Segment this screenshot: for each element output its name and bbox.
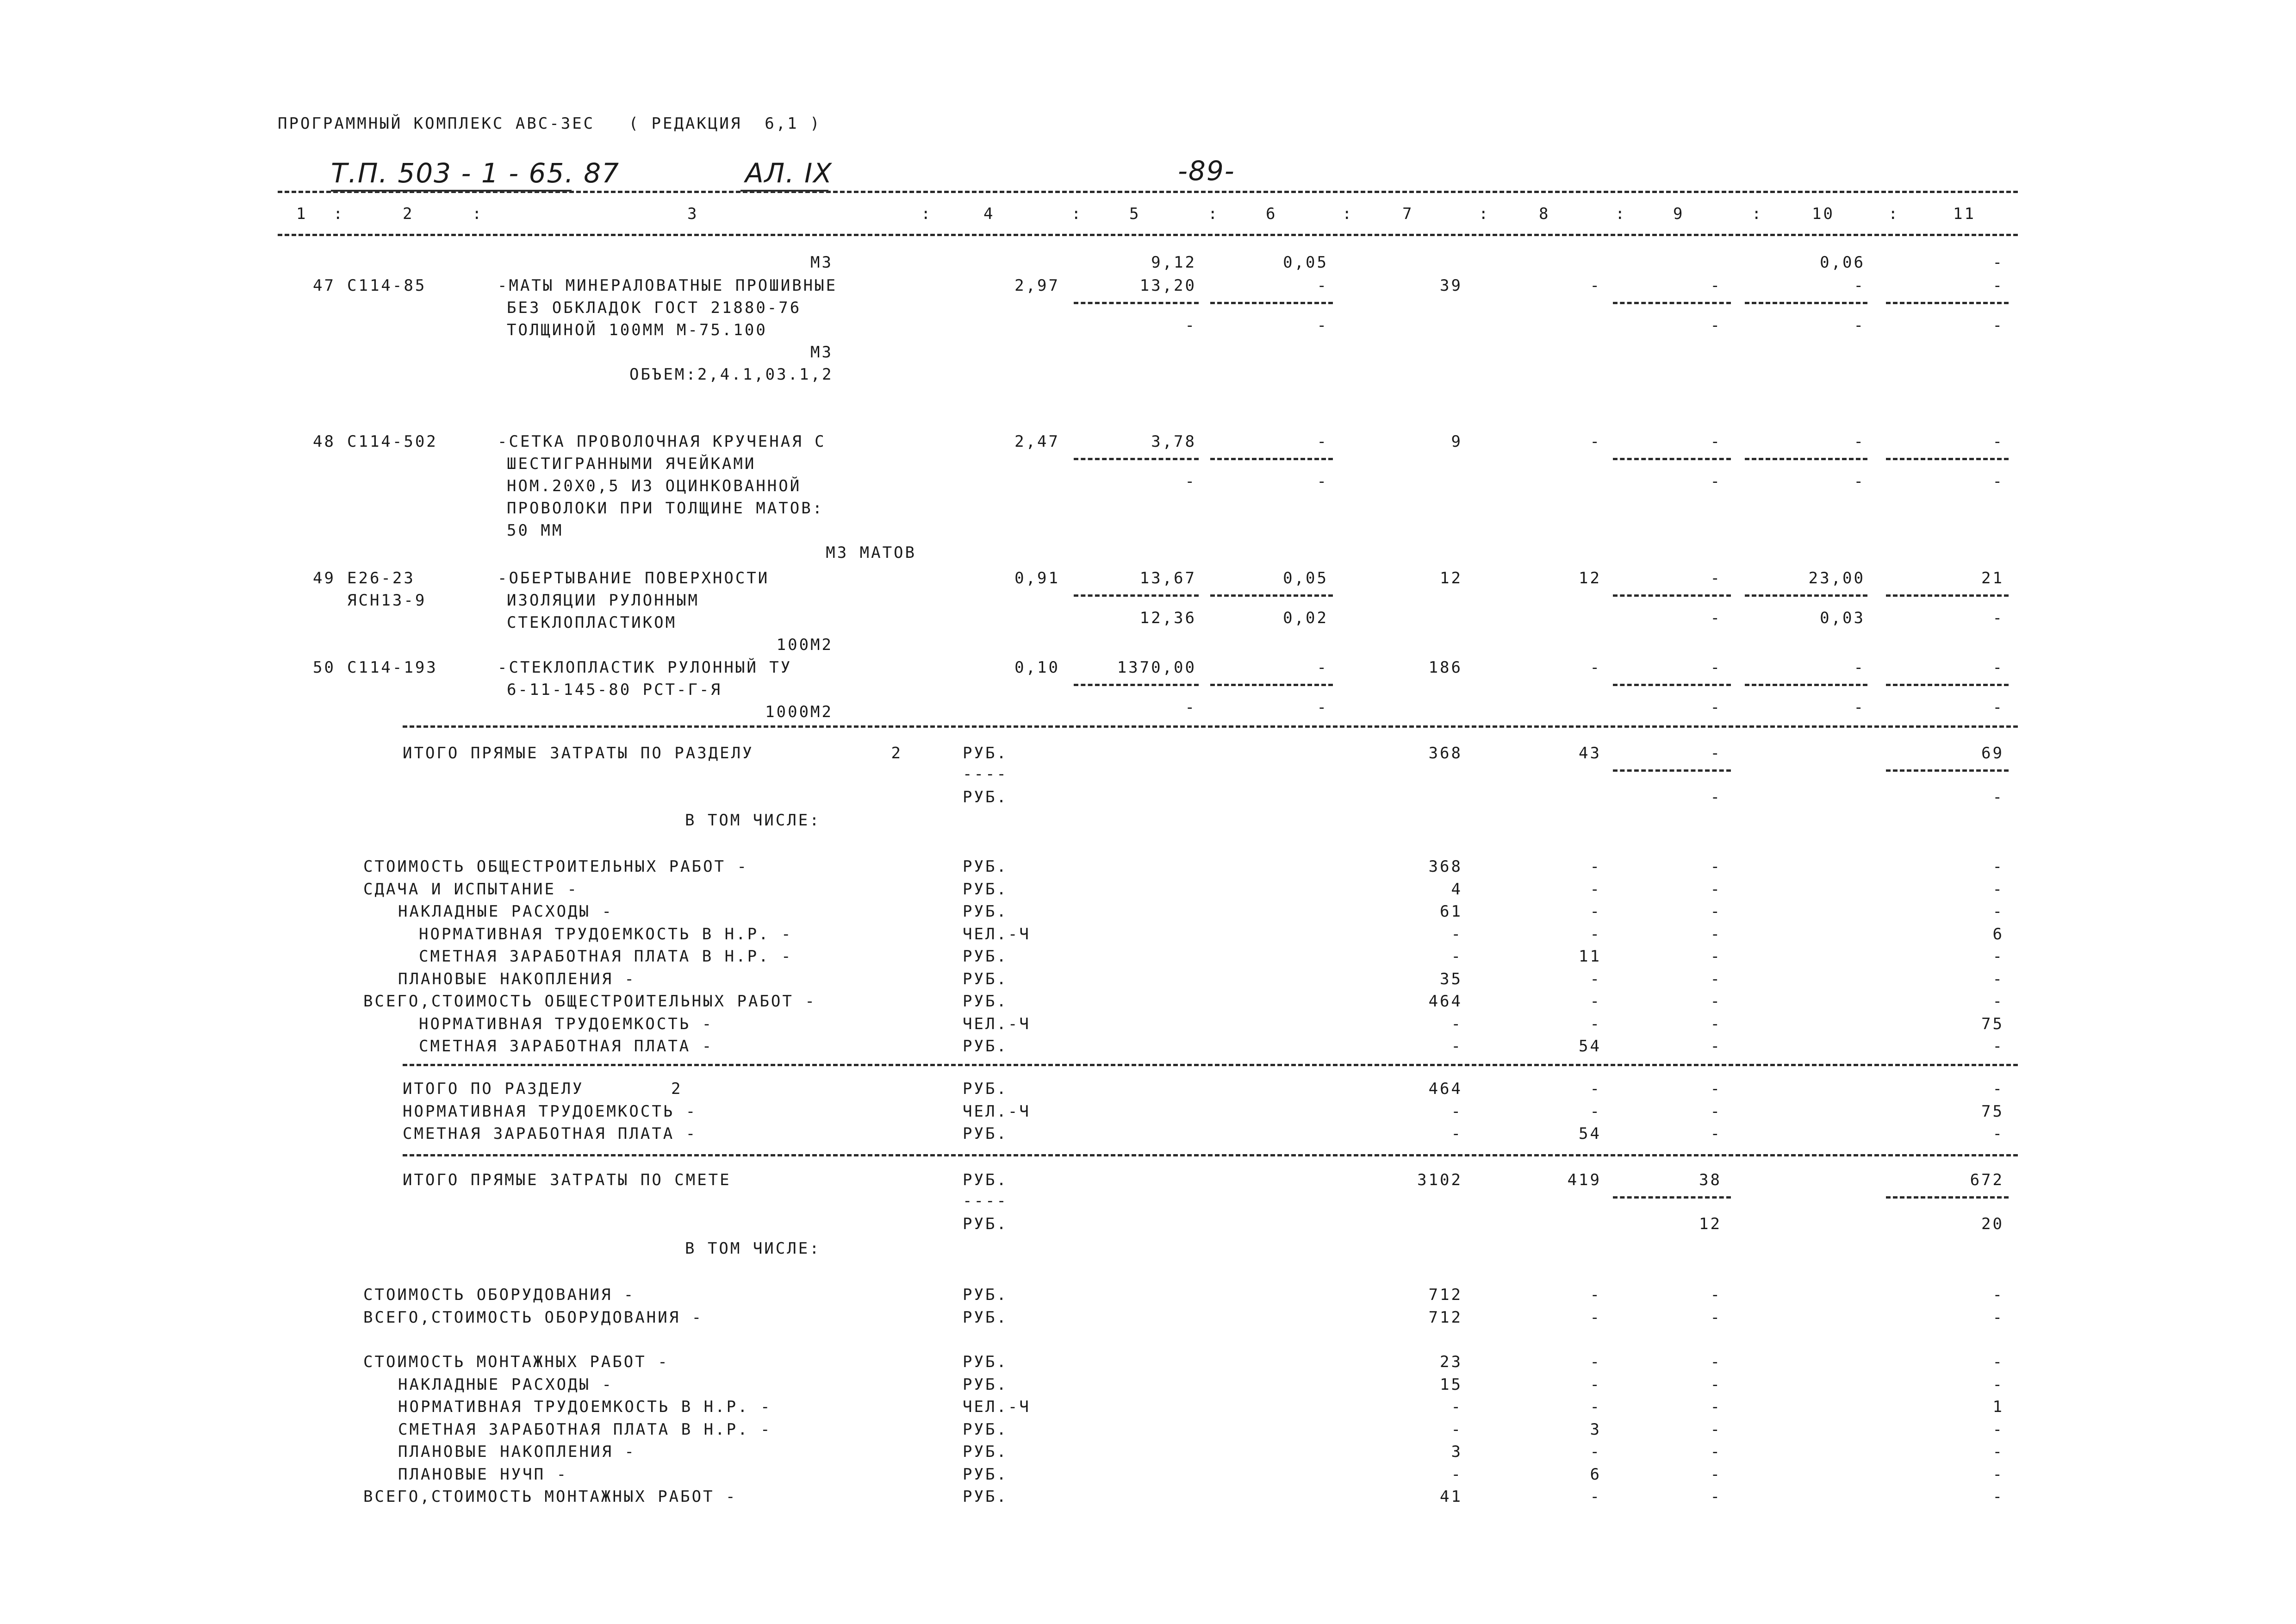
column-c6-divider	[1210, 302, 1333, 304]
unit-label: РУБ.	[963, 1465, 1008, 1484]
total-label: НОРМАТИВНАЯ ТРУДОЕМКОСТЬ -	[403, 1102, 697, 1121]
section-number: 2	[671, 1080, 683, 1098]
unit-label: ЧЕЛ.-Ч	[963, 1398, 1031, 1416]
summary-col9-value: -	[1710, 1487, 1722, 1506]
summary-col11-value: -	[1992, 1037, 2004, 1056]
unit-label: ЧЕЛ.-Ч	[963, 1014, 1031, 1033]
item-col10-second-value: 0,03	[1820, 609, 1865, 627]
item-code: ЯСН13-9	[347, 591, 427, 610]
summary-label: НАКЛАДНЫЕ РАСХОДЫ -	[398, 1375, 613, 1394]
column-c11-divider	[1886, 769, 2009, 772]
item-row-number: 49	[313, 569, 336, 587]
column-separator: :	[1888, 205, 1900, 223]
summary-col7-value: 368	[1428, 857, 1462, 876]
summary-col7-value: 712	[1428, 1286, 1462, 1304]
album-label: АЛ. IX	[745, 157, 833, 189]
item-description: 6-11-145-80 РСТ-Г-Я	[507, 681, 722, 699]
summary-col9-value: -	[1710, 969, 1722, 988]
item-col9-value: -	[1710, 432, 1722, 451]
item-col6-second-value: 0,02	[1283, 609, 1328, 627]
total-col8-value: 54	[1579, 1124, 1601, 1143]
item-description: ПРОВОЛОКИ ПРИ ТОЛЩИНЕ МАТОВ:	[507, 499, 824, 518]
unit-label: РУБ.	[963, 1375, 1008, 1394]
including-heading: В ТОМ ЧИСЛЕ:	[685, 811, 821, 830]
summary-col9-value: -	[1710, 857, 1722, 876]
summary-col8-value: -	[1590, 992, 1601, 1011]
total-col11-value: -	[1992, 1080, 2004, 1098]
page-number: -89-	[1178, 155, 1235, 187]
summary-col9-value: -	[1710, 1375, 1722, 1394]
column-c5-divider	[1074, 302, 1199, 304]
summary-col8-value: -	[1590, 1398, 1601, 1416]
item-col7-value: 12	[1440, 569, 1462, 587]
doc-code: Т.П. 503 - 1 - 65. 87	[331, 157, 620, 189]
summary-col9-value: -	[1710, 1014, 1722, 1033]
summary-col7-value: -	[1451, 947, 1462, 966]
summary-col11-value: -	[1992, 880, 2004, 899]
column-c10-divider	[1745, 458, 1867, 460]
item-col10-value: 23,00	[1808, 569, 1865, 587]
summary-col8-value: -	[1590, 1353, 1601, 1371]
item-col4-value: 2,47	[1014, 432, 1060, 451]
total-label: ИТОГО ПО РАЗДЕЛУ	[403, 1080, 584, 1098]
column-c9-divider	[1613, 458, 1731, 460]
summary-col7-value: 35	[1440, 969, 1462, 988]
summary-col9-value: -	[1710, 1353, 1722, 1371]
column-c11-divider	[1886, 302, 2009, 304]
column-separator: :	[921, 205, 933, 223]
summary-col9-value: -	[1710, 1286, 1722, 1304]
total-col8-value: 43	[1579, 744, 1601, 762]
item-col11-second-value: -	[1992, 316, 2004, 335]
summary-col9-value: -	[1710, 1308, 1722, 1327]
summary-col8-value: -	[1590, 857, 1601, 876]
item-col7-value: 9	[1451, 432, 1462, 451]
total-col8-value: -	[1590, 1080, 1601, 1098]
item-col5-value: 1370,00	[1117, 658, 1196, 677]
total-col7-value: -	[1451, 1124, 1462, 1143]
item-col5-second-value: -	[1185, 698, 1196, 717]
item-col11-value: -	[1992, 276, 2004, 295]
item-col9-value: -	[1710, 276, 1722, 295]
summary-label: СТОИМОСТЬ ОБЩЕСТРОИТЕЛЬНЫХ РАБОТ -	[363, 857, 748, 876]
column-number: 3	[687, 205, 699, 223]
column-separator: :	[1208, 205, 1220, 223]
item-col10-value: -	[1854, 432, 1865, 451]
summary-col7-value: 61	[1440, 902, 1462, 921]
item-col10-value: -	[1854, 658, 1865, 677]
total-col8-value: 419	[1567, 1171, 1601, 1189]
item-col4-value: 0,91	[1014, 569, 1060, 587]
section-rule	[403, 725, 2018, 728]
item-col4-value: 2,97	[1014, 276, 1060, 295]
item-col6-value: -	[1317, 432, 1328, 451]
item-col11-value: -	[1992, 432, 2004, 451]
unit-label: РУБ.	[963, 1124, 1008, 1143]
item-col5-second-value: 12,36	[1139, 609, 1196, 627]
total-label: СМЕТНАЯ ЗАРАБОТНАЯ ПЛАТА -	[403, 1124, 697, 1143]
total-col11-value: 672	[1970, 1171, 2004, 1189]
item-unit: М3	[810, 343, 833, 362]
item-col10-value: 0,06	[1820, 253, 1865, 272]
column-number: 8	[1539, 205, 1550, 223]
item-unit: 100М2	[776, 636, 833, 654]
column-c9-divider	[1613, 302, 1731, 304]
unit-label: РУБ.	[963, 1308, 1008, 1327]
item-description: НОМ.20Х0,5 ИЗ ОЦИНКОВАННОЙ	[507, 477, 802, 495]
item-code: С114-502	[347, 432, 438, 451]
item-col9-value: -	[1710, 569, 1722, 587]
item-volume-formula: ОБЪЕМ:2,4.1,03.1,2	[629, 365, 834, 384]
column-number: 2	[403, 205, 414, 223]
summary-col11-value: -	[1992, 992, 2004, 1011]
section-number: 2	[891, 744, 902, 762]
item-description: СТЕКЛОПЛАСТИКОМ	[507, 613, 677, 632]
summary-col8-value: 3	[1590, 1420, 1601, 1439]
summary-col8-value: -	[1590, 924, 1601, 943]
item-col10-second-value: -	[1854, 698, 1865, 717]
summary-col11-value: -	[1992, 1375, 2004, 1394]
item-col8-value: -	[1590, 658, 1601, 677]
unit-label: РУБ.	[963, 1487, 1008, 1506]
summary-col9-value: -	[1710, 1465, 1722, 1484]
total-col9-value: -	[1710, 1124, 1722, 1143]
column-c6-divider	[1210, 684, 1333, 686]
summary-label: СТОИМОСТЬ МОНТАЖНЫХ РАБОТ -	[363, 1353, 669, 1371]
column-number: 11	[1953, 205, 1976, 223]
unit-label: ЧЕЛ.-Ч	[963, 1102, 1031, 1121]
item-col6-value: -	[1317, 276, 1328, 295]
column-number: 10	[1812, 205, 1835, 223]
item-description: -ОБЕРТЫВАНИЕ ПОВЕРХНОСТИ	[498, 569, 770, 587]
item-col8-value: -	[1590, 276, 1601, 295]
item-col9-second-value: -	[1710, 316, 1722, 335]
summary-col9-value: -	[1710, 1398, 1722, 1416]
unit-label: РУБ.	[963, 1080, 1008, 1098]
including-heading: В ТОМ ЧИСЛЕ:	[685, 1239, 821, 1258]
summary-label: ВСЕГО,СТОИМОСТЬ МОНТАЖНЫХ РАБОТ -	[363, 1487, 737, 1506]
item-description: 50 ММ	[507, 521, 564, 540]
summary-col8-value: 54	[1579, 1037, 1601, 1056]
unit-label: РУБ.	[963, 788, 1008, 806]
column-separator: :	[1071, 205, 1083, 223]
total-col11-second-value: 20	[1981, 1215, 2004, 1233]
summary-label: НОРМАТИВНАЯ ТРУДОЕМКОСТЬ В Н.Р. -	[398, 1398, 772, 1416]
item-col11-second-value: -	[1992, 472, 2004, 491]
total-col11-value: 69	[1981, 744, 2004, 762]
column-c11-divider	[1886, 594, 2009, 597]
item-col11-value: -	[1992, 658, 2004, 677]
summary-col8-value: 6	[1590, 1465, 1601, 1484]
item-unit: 1000М2	[765, 703, 833, 721]
column-c5-divider	[1074, 458, 1199, 460]
summary-col11-value: 6	[1992, 924, 2004, 943]
item-col5-value: 13,20	[1139, 276, 1196, 295]
column-c6-divider	[1210, 594, 1333, 597]
column-number: 5	[1129, 205, 1141, 223]
total-col9-value: -	[1710, 1080, 1722, 1098]
item-code: С114-85	[347, 276, 427, 295]
summary-label: ПЛАНОВЫЕ НАКОПЛЕНИЯ -	[398, 1443, 636, 1461]
item-col6-second-value: -	[1317, 472, 1328, 491]
total-col11-value: 75	[1981, 1102, 2004, 1121]
item-col10-second-value: -	[1854, 472, 1865, 491]
column-c11-divider	[1886, 1196, 2009, 1199]
column-c9-divider	[1613, 684, 1731, 686]
unit-label: РУБ.	[963, 1215, 1008, 1233]
column-c11-divider	[1886, 458, 2009, 460]
summary-col7-value: 15	[1440, 1375, 1462, 1394]
item-col10-value: -	[1854, 276, 1865, 295]
column-c10-divider	[1745, 594, 1867, 597]
item-description: ШЕСТИГРАННЫМИ ЯЧЕЙКАМИ	[507, 455, 756, 473]
summary-col8-value: -	[1590, 1487, 1601, 1506]
total-col9-value: -	[1710, 1102, 1722, 1121]
unit-label: РУБ.	[963, 1353, 1008, 1371]
item-col5-value: 3,78	[1151, 432, 1196, 451]
summary-col9-value: -	[1710, 992, 1722, 1011]
item-unit: М3	[810, 253, 833, 272]
item-col9-second-value: -	[1710, 609, 1722, 627]
item-description: -СЕТКА ПРОВОЛОЧНАЯ КРУЧЕНАЯ С	[498, 432, 826, 451]
summary-label: НАКЛАДНЫЕ РАСХОДЫ -	[398, 902, 613, 921]
summary-label: ПЛАНОВЫЕ НАКОПЛЕНИЯ -	[398, 969, 636, 988]
total-col9-value: 38	[1699, 1171, 1722, 1189]
summary-col7-value: -	[1451, 1037, 1462, 1056]
item-description: БЕЗ ОБКЛАДОК ГОСТ 21880-76	[507, 299, 802, 317]
item-code: Е26-23	[347, 569, 415, 587]
item-col6-value: -	[1317, 658, 1328, 677]
item-description: -СТЕКЛОПЛАСТИК РУЛОННЫЙ ТУ	[498, 658, 792, 677]
summary-col11-value: 1	[1992, 1398, 2004, 1416]
column-c10-divider	[1745, 302, 1867, 304]
total-col7-value: -	[1451, 1102, 1462, 1121]
summary-col11-value: -	[1992, 1420, 2004, 1439]
unit-label: ЧЕЛ.-Ч	[963, 924, 1031, 943]
item-col9-value: -	[1710, 658, 1722, 677]
header-rule-top	[278, 191, 2018, 193]
unit-label: РУБ.	[963, 1037, 1008, 1056]
total-col11-second-value: -	[1992, 788, 2004, 806]
summary-label: НОРМАТИВНАЯ ТРУДОЕМКОСТЬ В Н.Р. -	[419, 924, 793, 943]
column-c5-divider	[1074, 684, 1199, 686]
summary-col9-value: -	[1710, 1443, 1722, 1461]
column-separator: :	[1752, 205, 1763, 223]
summary-col8-value: -	[1590, 1308, 1601, 1327]
column-number: 7	[1402, 205, 1414, 223]
item-description: ИЗОЛЯЦИИ РУЛОННЫМ	[507, 591, 699, 610]
item-col6-second-value: -	[1317, 698, 1328, 717]
unit-dash: ----	[963, 1192, 1008, 1210]
item-col7-value: 39	[1440, 276, 1462, 295]
summary-label: СМЕТНАЯ ЗАРАБОТНАЯ ПЛАТА -	[419, 1037, 714, 1056]
summary-col7-value: 3	[1451, 1443, 1462, 1461]
unit-label: РУБ.	[963, 1443, 1008, 1461]
summary-label: ПЛАНОВЫЕ НУЧП -	[398, 1465, 568, 1484]
summary-col11-value: -	[1992, 947, 2004, 966]
summary-col8-value: -	[1590, 880, 1601, 899]
column-number: 1	[296, 205, 308, 223]
column-separator: :	[1615, 205, 1627, 223]
unit-label: РУБ.	[963, 992, 1008, 1011]
item-description: ТОЛЩИНОЙ 100ММ М-75.100	[507, 321, 767, 339]
total-col9-second-value: 12	[1699, 1215, 1722, 1233]
unit-dash: ----	[963, 765, 1008, 783]
summary-label: СМЕТНАЯ ЗАРАБОТНАЯ ПЛАТА В Н.Р. -	[419, 947, 793, 966]
column-c9-divider	[1613, 769, 1731, 772]
summary-col8-value: 11	[1579, 947, 1601, 966]
header-rule-bottom	[278, 234, 2018, 236]
summary-col11-value: -	[1992, 1308, 2004, 1327]
column-number: 6	[1266, 205, 1277, 223]
summary-col7-value: 23	[1440, 1353, 1462, 1371]
item-col9-second-value: -	[1710, 472, 1722, 491]
unit-label: РУБ.	[963, 1286, 1008, 1304]
item-col5-value: 13,67	[1139, 569, 1196, 587]
summary-col7-value: -	[1451, 1014, 1462, 1033]
total-col7-value: 3102	[1417, 1171, 1462, 1189]
item-col11-second-value: -	[1992, 609, 2004, 627]
summary-col7-value: -	[1451, 1398, 1462, 1416]
column-c5-divider	[1074, 594, 1199, 597]
item-col5-second-value: -	[1185, 316, 1196, 335]
total-col9-second-value: -	[1710, 788, 1722, 806]
summary-col9-value: -	[1710, 902, 1722, 921]
summary-col8-value: -	[1590, 1286, 1601, 1304]
summary-col8-value: -	[1590, 902, 1601, 921]
summary-col7-value: -	[1451, 1465, 1462, 1484]
column-separator: :	[1342, 205, 1354, 223]
item-row-number: 48	[313, 432, 336, 451]
total-col11-value: -	[1992, 1124, 2004, 1143]
unit-label: РУБ.	[963, 969, 1008, 988]
item-row-number: 47	[313, 276, 336, 295]
column-separator: :	[333, 205, 345, 223]
summary-label: СМЕТНАЯ ЗАРАБОТНАЯ ПЛАТА В Н.Р. -	[398, 1420, 772, 1439]
column-c10-divider	[1745, 684, 1867, 686]
column-separator: :	[1479, 205, 1490, 223]
total-col8-value: -	[1590, 1102, 1601, 1121]
summary-col8-value: -	[1590, 969, 1601, 988]
summary-col11-value: -	[1992, 857, 2004, 876]
summary-col11-value: -	[1992, 902, 2004, 921]
item-col6-value: 0,05	[1283, 569, 1328, 587]
total-col7-value: 368	[1428, 744, 1462, 762]
summary-label: СТОИМОСТЬ ОБОРУДОВАНИЯ -	[363, 1286, 635, 1304]
summary-col7-value: 41	[1440, 1487, 1462, 1506]
total-label: ИТОГО ПРЯМЫЕ ЗАТРАТЫ ПО РАЗДЕЛУ	[403, 744, 754, 762]
item-col4-value: 0,10	[1014, 658, 1060, 677]
column-c11-divider	[1886, 684, 2009, 686]
summary-label: ВСЕГО,СТОИМОСТЬ ОБОРУДОВАНИЯ -	[363, 1308, 703, 1327]
item-col7-value: 186	[1428, 658, 1462, 677]
unit-label: РУБ.	[963, 744, 1008, 762]
summary-col9-value: -	[1710, 880, 1722, 899]
summary-label: НОРМАТИВНАЯ ТРУДОЕМКОСТЬ -	[419, 1014, 714, 1033]
item-col5-value: 9,12	[1151, 253, 1196, 272]
column-c6-divider	[1210, 458, 1333, 460]
unit-label: РУБ.	[963, 947, 1008, 966]
summary-col7-value: 464	[1428, 992, 1462, 1011]
summary-col9-value: -	[1710, 947, 1722, 966]
summary-col9-value: -	[1710, 924, 1722, 943]
item-row-number: 50	[313, 658, 336, 677]
section-rule	[403, 1064, 2018, 1066]
summary-col11-value: 75	[1981, 1014, 2004, 1033]
item-col8-value: 12	[1579, 569, 1601, 587]
summary-label: ВСЕГО,СТОИМОСТЬ ОБЩЕСТРОИТЕЛЬНЫХ РАБОТ -	[363, 992, 816, 1011]
item-col11-value: 21	[1981, 569, 2004, 587]
summary-col7-value: 712	[1428, 1308, 1462, 1327]
summary-col11-value: -	[1992, 1443, 2004, 1461]
summary-col8-value: -	[1590, 1014, 1601, 1033]
unit-label: РУБ.	[963, 1171, 1008, 1189]
summary-col7-value: -	[1451, 1420, 1462, 1439]
column-number: 9	[1673, 205, 1685, 223]
summary-col7-value: -	[1451, 924, 1462, 943]
total-label: ИТОГО ПРЯМЫЕ ЗАТРАТЫ ПО СМЕТЕ	[403, 1171, 731, 1189]
item-col8-value: -	[1590, 432, 1601, 451]
column-c9-divider	[1613, 594, 1731, 597]
summary-col11-value: -	[1992, 969, 2004, 988]
unit-label: РУБ.	[963, 880, 1008, 899]
summary-col8-value: -	[1590, 1375, 1601, 1394]
unit-label: РУБ.	[963, 902, 1008, 921]
summary-col8-value: -	[1590, 1443, 1601, 1461]
summary-col11-value: -	[1992, 1487, 2004, 1506]
summary-col9-value: -	[1710, 1420, 1722, 1439]
summary-col11-value: -	[1992, 1353, 2004, 1371]
unit-label: РУБ.	[963, 857, 1008, 876]
column-c9-divider	[1613, 1196, 1731, 1199]
program-header: ПРОГРАММНЫЙ КОМПЛЕКС АВС-3ЕС ( РЕДАКЦИЯ 6,1 )	[278, 114, 821, 133]
item-code: С114-193	[347, 658, 438, 677]
item-col11-value: -	[1992, 253, 2004, 272]
section-rule	[403, 1154, 2018, 1156]
column-separator: :	[472, 205, 484, 223]
item-col10-second-value: -	[1854, 316, 1865, 335]
unit-label: РУБ.	[963, 1420, 1008, 1439]
item-unit: М3 МАТОВ	[826, 543, 916, 562]
summary-col11-value: -	[1992, 1465, 2004, 1484]
item-col6-value: 0,05	[1283, 253, 1328, 272]
summary-col11-value: -	[1992, 1286, 2004, 1304]
total-col7-value: 464	[1428, 1080, 1462, 1098]
column-number: 4	[983, 205, 995, 223]
summary-col7-value: 4	[1451, 880, 1462, 899]
summary-label: СДАЧА И ИСПЫТАНИЕ -	[363, 880, 579, 899]
total-col9-value: -	[1710, 744, 1722, 762]
item-col9-second-value: -	[1710, 698, 1722, 717]
item-description: -МАТЫ МИНЕРАЛОВАТНЫЕ ПРОШИВНЫЕ	[498, 276, 838, 295]
item-col5-second-value: -	[1185, 472, 1196, 491]
item-col6-second-value: -	[1317, 316, 1328, 335]
item-col11-second-value: -	[1992, 698, 2004, 717]
summary-col9-value: -	[1710, 1037, 1722, 1056]
